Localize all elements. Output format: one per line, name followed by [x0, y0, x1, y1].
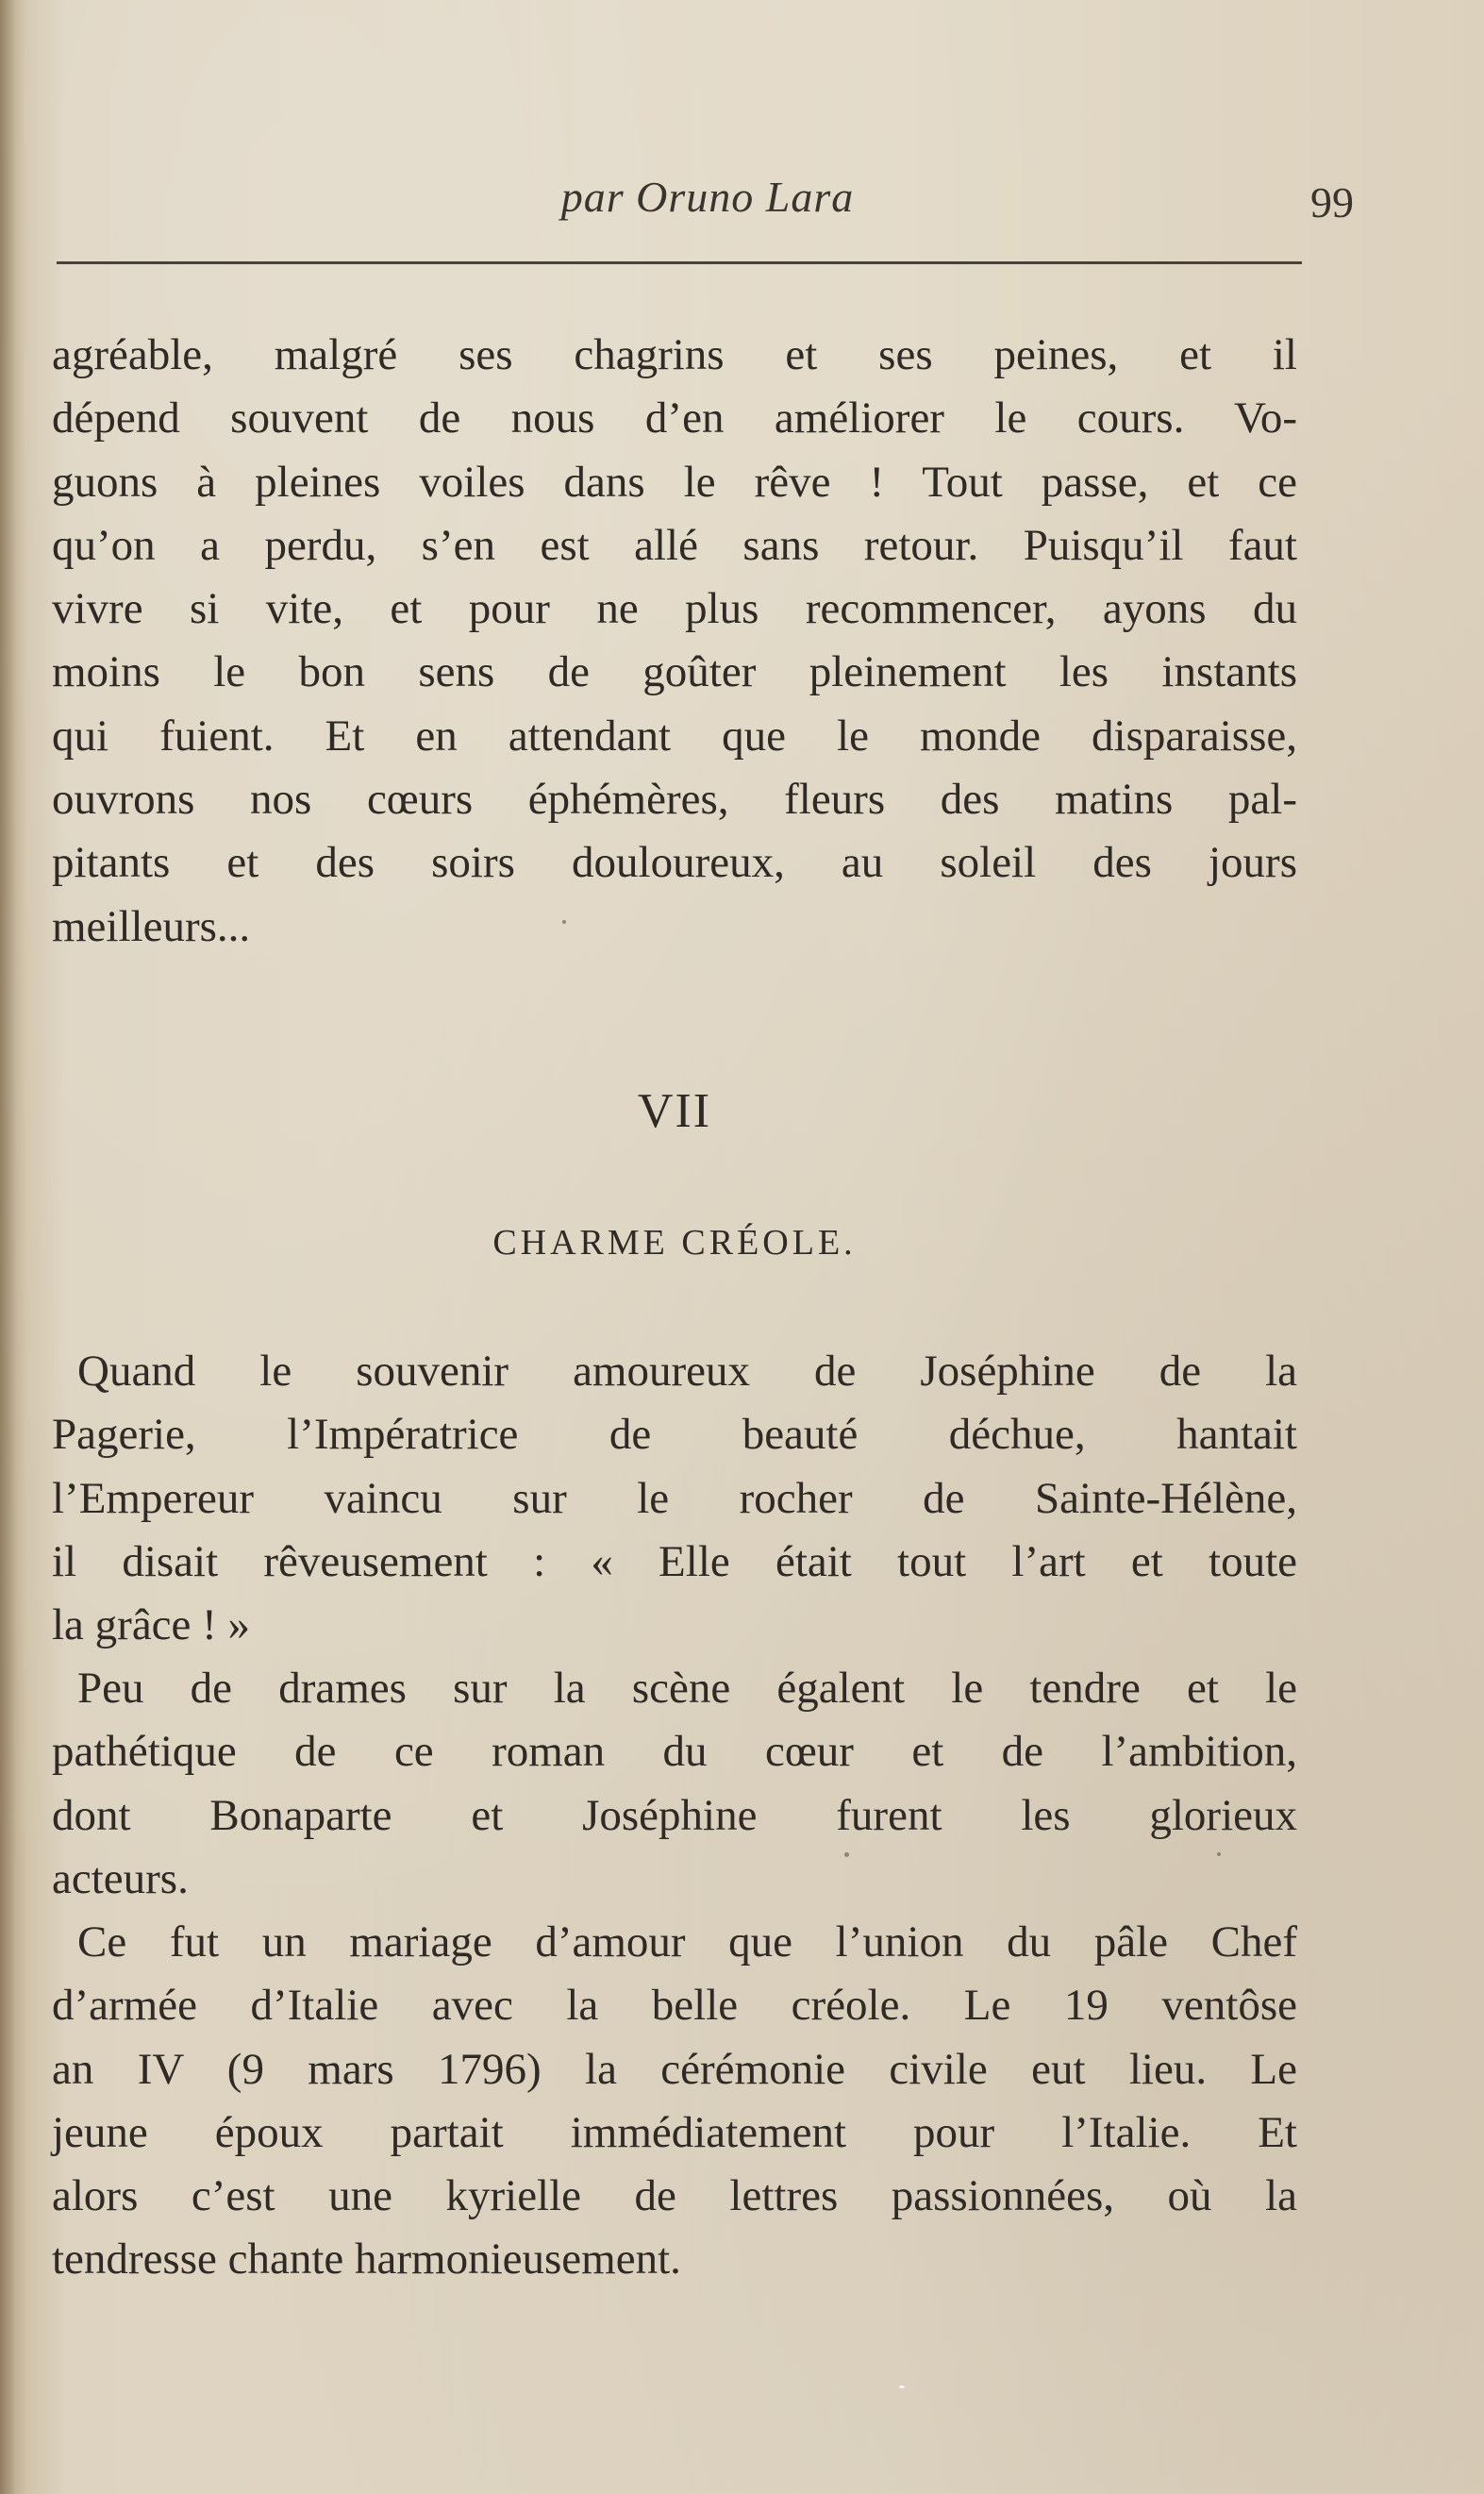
text-line: Ce fut un mariage d’amour que l’union du pâle Chef — [77, 1917, 1297, 1967]
text-line: alors c’est une kyrielle de lettres passionnées, où la — [52, 2171, 1297, 2221]
text-line: pathétique de ce roman du cœur et de l’ambition, — [52, 1727, 1297, 1777]
text-line: an IV (9 mars 1796) la cérémonie civile eut lieu. Le — [52, 2044, 1297, 2094]
page-number: 99 — [1310, 178, 1354, 226]
continued-paragraph — [52, 324, 1297, 959]
text-line: tendresse chante harmonieusement. — [52, 2235, 681, 2285]
text-line: ouvrons nos cœurs éphémères, fleurs des matins pal- — [52, 775, 1297, 825]
text-line: pitants et des soirs douloureux, au soleil des jours — [52, 838, 1297, 888]
text-line: vivre si vite, et pour ne plus recommencer, ayons du — [52, 584, 1297, 634]
text-line: l’Empereur vaincu sur le rocher de Sainte-Hélène, — [52, 1473, 1297, 1523]
text-line: guons à pleines voiles dans le rêve ! Tout passe, et ce — [52, 457, 1297, 507]
text-line: il disait rêveusement : « Elle était tout l’art et toute — [52, 1536, 1297, 1586]
paragraph-mariage — [52, 1911, 1297, 2292]
text-line: la grâce ! » — [52, 1600, 251, 1650]
text-line: Pagerie, l’Impératrice de beauté déchue, hantait — [52, 1410, 1297, 1460]
paragraph-peu-de-drames — [52, 1657, 1297, 1911]
running-head — [57, 162, 1354, 228]
text-line: d’armée d’Italie avec la belle créole. Le 19 ventôse — [52, 1981, 1297, 2031]
text-line: qu’on a perdu, s’en est allé sans retour. Puisqu’il faut — [52, 520, 1297, 570]
text-line: agréable, malgré ses chagrins et ses peines, et il — [52, 330, 1297, 379]
running-title: par Oruno Lara — [560, 173, 855, 221]
text-line: Quand le souvenir amoureux de Joséphine de la — [77, 1347, 1297, 1396]
text-line: qui fuient. Et en attendant que le monde disparaisse, — [52, 711, 1297, 761]
text-line: moins le bon sens de goûter pleinement les instants — [52, 647, 1297, 697]
text-line: jeune époux partait immédiatement pour l’Italie. Et — [52, 2107, 1297, 2157]
text-line: dépend souvent de nous d’en améliorer le cours. Vo- — [52, 393, 1297, 444]
speck — [562, 920, 566, 924]
chapter-title: CHARME CRÉOLE. — [492, 1223, 857, 1263]
text-line: acteurs. — [52, 1853, 189, 1903]
chapter-number: VII — [637, 1084, 712, 1138]
speck — [844, 1852, 849, 1857]
text-line: meilleurs... — [52, 901, 251, 951]
speck — [899, 2385, 905, 2388]
header-rule — [57, 261, 1302, 264]
text-line: Peu de drames sur la scène égalent le tendre et le — [77, 1664, 1297, 1713]
speck — [1217, 1852, 1221, 1856]
paragraph-quand — [52, 1340, 1297, 1657]
text-line: dont Bonaparte et Joséphine furent les glorieux — [52, 1790, 1297, 1840]
